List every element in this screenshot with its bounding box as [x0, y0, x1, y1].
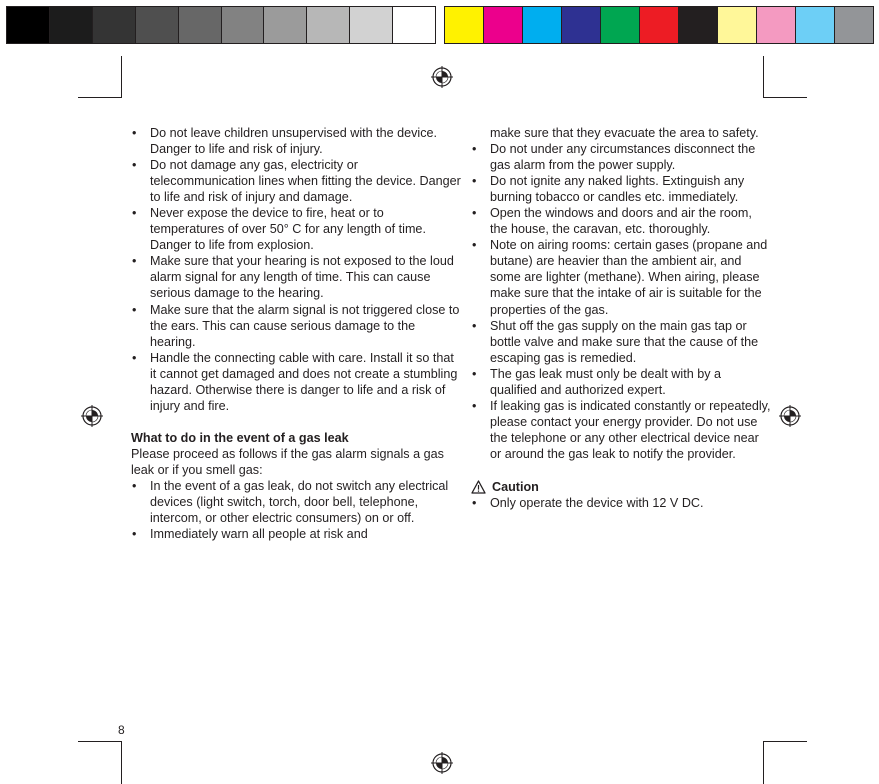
color-swatch — [562, 7, 601, 43]
list-item: • The gas leak must only be dealt with by a qualified and authorized expert. — [471, 366, 771, 398]
gas-leak-bullet-list-continued — [471, 141, 771, 462]
list-item: • In the event of a gas leak, do not switch any electrical devices (light switch, torch, door bell, telephone, intercom, or other electric consumers) on or off. — [131, 478, 461, 526]
color-swatch — [523, 7, 562, 43]
crop-mark-bottom-right-horizontal — [763, 741, 807, 742]
list-item: • Never expose the device to fire, heat or to temperatures of over 50° C for any length of time. Danger to life from explosion. — [131, 205, 461, 253]
registration-mark-icon — [81, 405, 103, 427]
list-item: • Do not ignite any naked lights. Extinguish any burning tobacco or candles etc. immediately. — [471, 173, 771, 205]
continued-text: make sure that they evacuate the area to safety. — [490, 126, 759, 140]
crop-mark-top-right-vertical — [763, 56, 764, 98]
crop-mark-bottom-right-vertical — [763, 741, 764, 784]
warning-triangle-icon — [471, 480, 486, 494]
gray-swatch — [222, 7, 265, 43]
list-item: • Open the windows and doors and air the room, the house, the caravan, etc. thoroughly. — [471, 205, 771, 237]
registration-mark-icon — [431, 66, 453, 88]
right-column — [471, 125, 771, 511]
gray-swatch — [7, 7, 50, 43]
gray-swatch — [93, 7, 136, 43]
color-swatch — [640, 7, 679, 43]
color-swatch — [835, 7, 873, 43]
section-intro: Please proceed as follows if the gas alarm signals a gas leak or if you smell gas: — [131, 446, 444, 477]
gray-swatch — [264, 7, 307, 43]
crop-mark-top-right-horizontal — [763, 97, 807, 98]
list-item: • Note on airing rooms: certain gases (propane and butane) are heavier than the ambient air, and some are lighter (methane). When airing, please make sure that the intake of air is suitable for the properties of the gas. — [471, 237, 771, 317]
registration-mark-icon — [779, 405, 801, 427]
list-item: • Do not under any circumstances disconnect the gas alarm from the power supply. — [471, 141, 771, 173]
gas-leak-bullet-list — [131, 478, 461, 542]
list-item: • Handle the connecting cable with care. Install it so that it cannot get damaged and does not create a stumbling hazard. Otherwise there is danger to life and a risk of injury and fire. — [131, 350, 461, 414]
gray-swatch — [393, 7, 435, 43]
color-swatch — [679, 7, 718, 43]
list-item: • If leaking gas is indicated constantly or repeatedly, please contact your energy provider. Do not use the telephone or any other electrical device near or around the gas leak to notify the provider. — [471, 398, 771, 462]
color-swatch — [718, 7, 757, 43]
list-item: • Immediately warn all people at risk and — [131, 526, 461, 542]
crop-mark-top-left-horizontal — [78, 97, 122, 98]
safety-bullet-list — [131, 125, 461, 414]
caution-heading — [471, 479, 771, 495]
color-swatch — [796, 7, 835, 43]
gray-swatch — [179, 7, 222, 43]
caution-label: Caution — [492, 479, 539, 494]
color-calibration-bar — [444, 6, 874, 44]
page-number: 8 — [118, 723, 125, 737]
crop-mark-bottom-left-horizontal — [78, 741, 122, 742]
gray-swatch — [307, 7, 350, 43]
registration-mark-icon — [431, 752, 453, 774]
grayscale-calibration-bar — [6, 6, 436, 44]
list-item: • Shut off the gas supply on the main gas tap or bottle valve and make sure that the cause of the escaping gas is remedied. — [471, 318, 771, 366]
section-heading: What to do in the event of a gas leak — [131, 430, 349, 445]
list-item: • Do not damage any gas, electricity or telecommunication lines when fitting the device. Danger to life and risk of injury and damage. — [131, 157, 461, 205]
list-item: • Only operate the device with 12 V DC. — [471, 495, 771, 511]
gray-swatch — [136, 7, 179, 43]
gray-swatch — [350, 7, 393, 43]
list-item: • Make sure that your hearing is not exposed to the loud alarm signal for any length of time. This can cause serious damage to the hearing. — [131, 253, 461, 301]
gray-swatch — [50, 7, 93, 43]
color-swatch — [601, 7, 640, 43]
color-swatch — [484, 7, 523, 43]
left-column — [131, 125, 461, 542]
list-item: • Do not leave children unsupervised with the device. Danger to life and risk of injury. — [131, 125, 461, 157]
list-item: • Make sure that the alarm signal is not triggered close to the ears. This can cause serious damage to the hearing. — [131, 302, 461, 350]
crop-mark-top-left-vertical — [121, 56, 122, 98]
color-swatch — [757, 7, 796, 43]
color-swatch — [445, 7, 484, 43]
caution-bullet-list — [471, 495, 771, 511]
crop-mark-bottom-left-vertical — [121, 741, 122, 784]
